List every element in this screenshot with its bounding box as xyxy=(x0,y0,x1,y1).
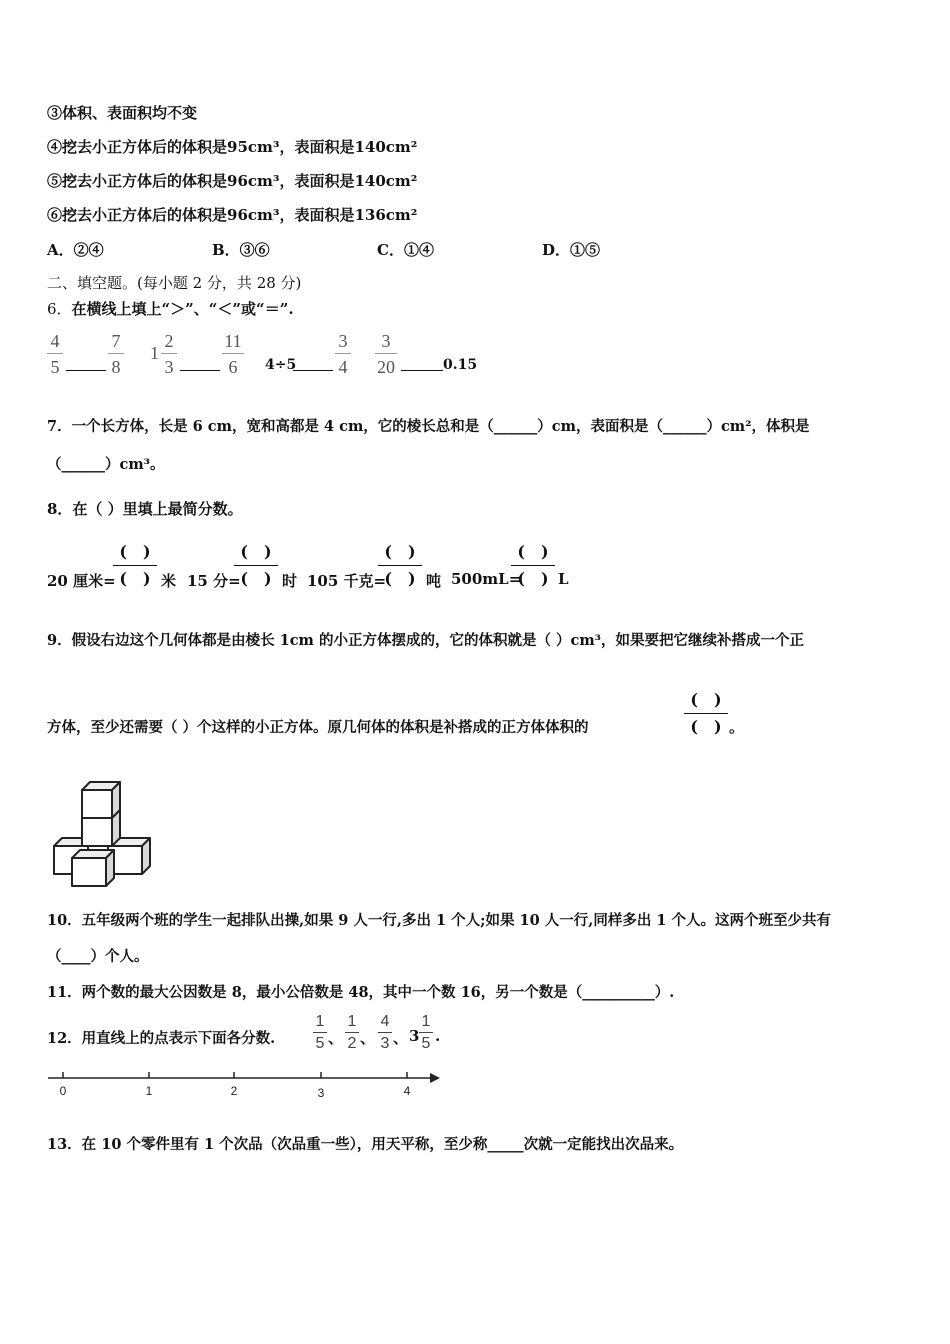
option-6 xyxy=(47,204,417,225)
q8-item-3-unit: 吨 xyxy=(426,572,442,590)
q12-end: . xyxy=(435,1027,441,1045)
q8-f1-num: ( ) xyxy=(119,542,151,561)
q8-fraction-4[interactable] xyxy=(511,542,555,589)
q9-frac-num: ( ) xyxy=(690,690,722,709)
q12-f1-den: 5 xyxy=(315,1035,325,1052)
q12-f3-num: 4 xyxy=(380,1013,390,1030)
q8-item-4-label: 500mL= xyxy=(451,570,522,588)
choice-c[interactable]: C．①④ xyxy=(377,241,434,259)
q8-fraction-1[interactable] xyxy=(113,542,157,589)
q6-fraction-4 xyxy=(222,331,244,377)
q12-fraction-1 xyxy=(313,1012,327,1053)
q12-sep-1: 、 xyxy=(328,1029,344,1047)
q8-f2-num: ( ) xyxy=(240,542,272,561)
q8-item-4-unit: L xyxy=(558,570,569,588)
q6-blank-2[interactable] xyxy=(180,370,220,371)
q12-fraction-4 xyxy=(419,1012,433,1053)
q9-line-2: 方体，至少还需要（ ）个这样的小正方体。原几何体的体积是补搭成的正方体体积的 xyxy=(47,719,589,736)
q6-fraction-1 xyxy=(47,331,63,377)
choice-a[interactable]: A．②④ xyxy=(47,241,104,259)
q6-f4-num: 11 xyxy=(224,331,242,351)
q13-text: 13．在 10 个零件里有 1 个次品（次品重一些），用天平称，至少称_____次就一定能找出次品来。 xyxy=(47,1136,684,1153)
q9-end: 。 xyxy=(729,718,745,736)
q12-f4-whole: 3 xyxy=(409,1027,420,1045)
q12-f4-num: 1 xyxy=(421,1013,431,1030)
choice-b[interactable]: B．③⑥ xyxy=(212,241,270,259)
q6-f6-den: 20 xyxy=(377,357,395,377)
q12-fraction-2 xyxy=(345,1012,359,1053)
section-title: 二、填空题。(每小题 2 分，共 28 分) xyxy=(47,274,302,292)
option-5-text: ⑤挖去小正方体后的体积是96cm³，表面积是140cm² xyxy=(47,172,418,190)
number-line-arrow xyxy=(430,1073,440,1083)
q12-f4-den: 5 xyxy=(421,1035,431,1052)
q6-f2-den: 8 xyxy=(111,357,121,377)
q10-line-1: 10．五年级两个班的学生一起排队出操,如果 9 人一行,多出 1 个人;如果 10 人一行,同样多出 1 个人。这两个班至少共有 xyxy=(47,912,832,929)
q6-value: 0.15 xyxy=(443,357,478,373)
q12-fraction-3 xyxy=(378,1012,392,1053)
q6-expression: 4÷5 xyxy=(265,357,297,373)
option-3: ③体积、表面积均不变 xyxy=(47,104,198,122)
q8-f1-den: ( ) xyxy=(119,569,151,588)
q8-fraction-3[interactable] xyxy=(378,542,422,589)
q8-item-2-unit: 时 xyxy=(282,572,298,590)
q9-frac-den: ( ) xyxy=(690,717,722,736)
q10-line-2: （____）个人。 xyxy=(47,948,149,965)
choice-d[interactable]: D．①⑤ xyxy=(542,241,601,259)
number-line-label-1: 1 xyxy=(145,1084,153,1098)
q8-fraction-2[interactable] xyxy=(234,542,278,589)
number-line-label-4: 4 xyxy=(403,1084,411,1098)
number-line-label-3: 3 xyxy=(317,1086,325,1100)
number-line-ticks xyxy=(63,1072,407,1078)
q6-fraction-3 xyxy=(161,331,177,377)
q12-f1-num: 1 xyxy=(315,1013,325,1030)
q6-text xyxy=(47,298,294,319)
q6-blank-1[interactable] xyxy=(66,370,106,371)
q6-f4-den: 6 xyxy=(228,357,238,377)
q8-f4-den: ( ) xyxy=(517,569,549,588)
q12-text: 12．用直线上的点表示下面各分数. xyxy=(47,1030,276,1047)
option-5 xyxy=(47,170,417,191)
q6-blank-3[interactable] xyxy=(293,370,333,371)
q8-item-1-label: 20 厘米= xyxy=(47,572,116,590)
q7-line-2: （______）cm³。 xyxy=(47,456,165,473)
q12-f2-num: 1 xyxy=(347,1013,357,1030)
q6-f3-num: 2 xyxy=(164,331,174,351)
q6-f1-num: 4 xyxy=(50,331,60,351)
q6-fraction-2 xyxy=(108,331,124,377)
q6-f2-num: 7 xyxy=(111,331,121,351)
q9-line-1: 9．假设右边这个几何体都是由棱长 1cm 的小正方体摆成的，它的体积就是（ ）cm³，如果要把它继续补搭成一个正 xyxy=(47,632,805,649)
q12-f3-den: 3 xyxy=(380,1035,390,1052)
q6-blank-4[interactable] xyxy=(401,370,443,371)
q6-f6-num: 3 xyxy=(381,331,391,351)
q8-item-2-label: 15 分= xyxy=(187,572,241,590)
option-4 xyxy=(47,136,417,157)
q12-f2-den: 2 xyxy=(347,1035,357,1052)
q8-item-1-unit: 米 xyxy=(161,572,177,590)
q8-f3-den: ( ) xyxy=(384,569,416,588)
q6-fraction-6 xyxy=(375,331,397,377)
option-4-text: ④挖去小正方体后的体积是95cm³，表面积是140cm² xyxy=(47,138,418,156)
number-line-labels xyxy=(60,1084,411,1100)
q6-f3-den: 3 xyxy=(164,357,174,377)
number-line[interactable] xyxy=(44,1068,444,1104)
q8-title: 8．在（ ）里填上最简分数。 xyxy=(47,500,243,518)
q6-f3-whole: 1 xyxy=(150,343,159,363)
q6-fraction-5 xyxy=(335,331,351,377)
q6-whole-3 xyxy=(150,343,159,364)
q11-text: 11．两个数的最大公因数是 8，最小公倍数是 48，其中一个数 16，另一个数是（__________）. xyxy=(47,984,675,1001)
q12-sep-3: 、 xyxy=(393,1029,409,1047)
q8-f3-num: ( ) xyxy=(384,542,416,561)
q6-f1-den: 5 xyxy=(50,357,60,377)
cube-stack-figure xyxy=(50,780,154,890)
q8-f4-num: ( ) xyxy=(517,542,549,561)
q6-f5-num: 3 xyxy=(338,331,348,351)
q9-fraction[interactable] xyxy=(684,690,728,737)
q6-prompt: 在横线上填上“＞”、“＜”或“＝”. xyxy=(71,300,294,318)
q7-line-1: 7．一个长方体，长是 6 cm，宽和高都是 4 cm，它的棱长总和是（______）cm，表面积是（______）cm²，体积是 xyxy=(47,418,810,435)
q6-number: 6． xyxy=(47,300,72,318)
number-line-label-0: 0 xyxy=(59,1084,67,1098)
number-line-label-2: 2 xyxy=(230,1084,238,1098)
q8-f2-den: ( ) xyxy=(240,569,272,588)
q6-f5-den: 4 xyxy=(338,357,348,377)
option-6-text: ⑥挖去小正方体后的体积是96cm³，表面积是136cm² xyxy=(47,206,418,224)
q12-sep-2: 、 xyxy=(360,1029,376,1047)
q8-item-3-label: 105 千克= xyxy=(307,572,387,590)
